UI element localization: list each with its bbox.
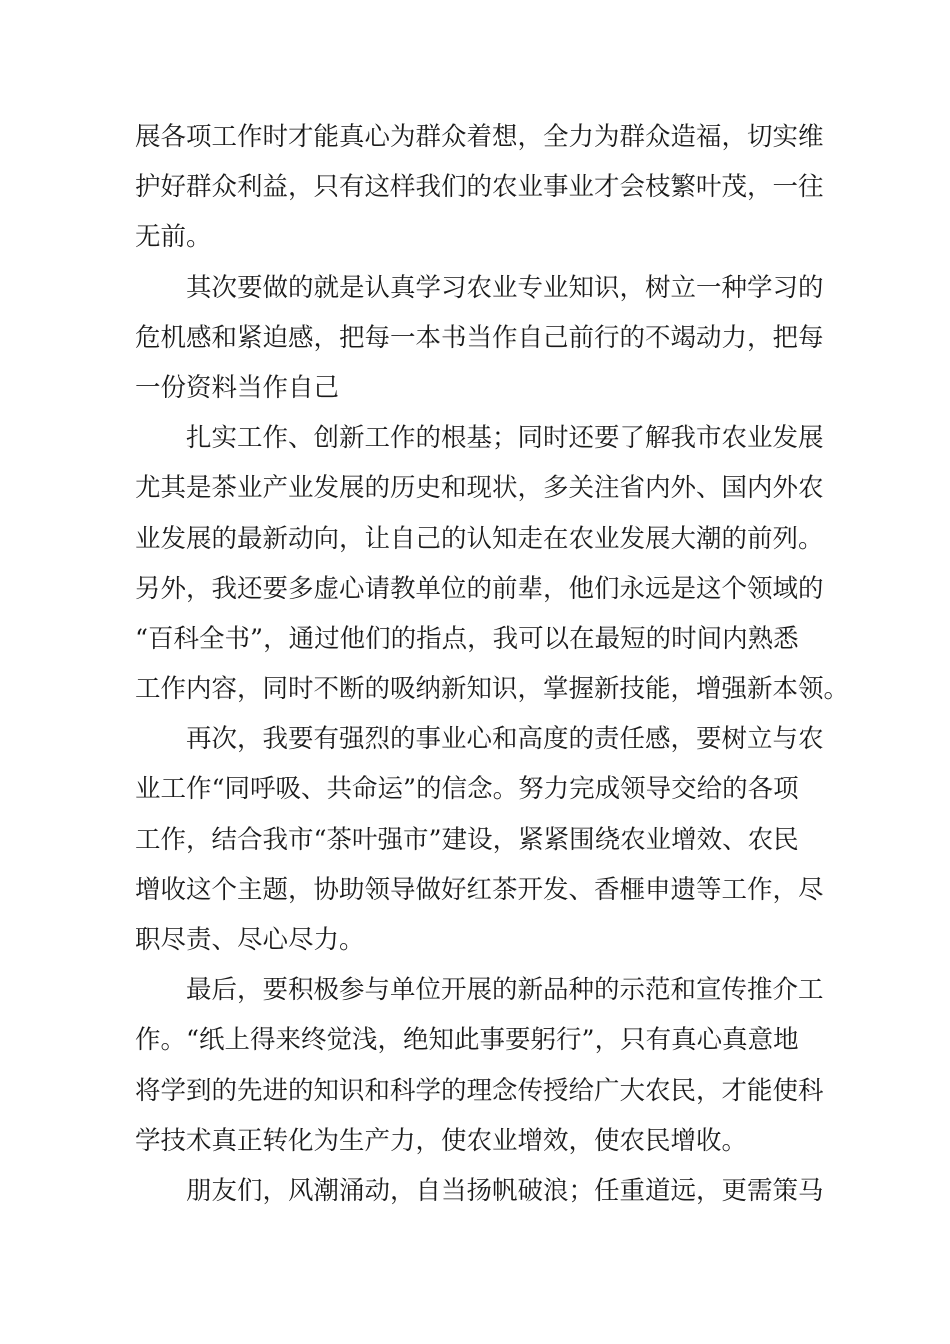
paragraph-first-line: 其次要做的就是认真学习农业专业知识，树立一种学习的 (186, 272, 824, 303)
text-line: 增收这个主题，协助领导做好红茶开发、香榧申遗等工作，尽 (135, 874, 824, 905)
text-line: 将学到的先进的知识和科学的理念传授给广大农民，才能使科 (135, 1075, 824, 1106)
text-line: 护好群众利益，只有这样我们的农业事业才会枝繁叶茂，一往 (135, 172, 824, 203)
text-line: 业工作“同呼吸、共命运”的信念。努力完成领导交给的各项 (135, 774, 799, 805)
text-line: 一份资料当作自己 (135, 372, 340, 403)
text-line: 危机感和紧迫感，把每一本书当作自己前行的不竭动力，把每 (135, 322, 824, 353)
paragraph-first-line: 朋友们，风潮涌动，自当扬帆破浪；任重道远，更需策马 (186, 1175, 824, 1206)
text-line: 作。“纸上得来终觉浅，绝知此事要躬行”，只有真心真意地 (135, 1025, 799, 1056)
paragraph-first-line: 再次，我要有强烈的事业心和高度的责任感，要树立与农 (186, 724, 824, 755)
text-line: 职尽责、尽心尽力。 (135, 925, 365, 955)
text-line: 工作，结合我市“茶叶强市”建设，紧紧围绕农业增效、农民 (135, 824, 799, 855)
text-line: 业发展的最新动向，让自己的认知走在农业发展大潮的前列。 (135, 523, 824, 554)
paragraph-first-line: 扎实工作、创新工作的根基；同时还要了解我市农业发展 (186, 423, 824, 454)
text-line: 无前。 (135, 222, 212, 253)
text-line: 尤其是茶业产业发展的历史和现状，多关注省内外、国内外农 (135, 473, 824, 504)
text-line: 学技术真正转化为生产力，使农业增效，使农民增收。 (135, 1125, 748, 1156)
text-line: 展各项工作时才能真心为群众着想，全力为群众造福，切实维 (135, 122, 824, 152)
text-line: “百科全书”，通过他们的指点，我可以在最短的时间内熟悉 (135, 623, 799, 654)
text-line: 另外，我还要多虚心请教单位的前辈，他们永远是这个领域的 (135, 573, 824, 604)
text-line: 工作内容，同时不断的吸纳新知识，掌握新技能，增强新本领。 (135, 674, 850, 705)
document-body (135, 112, 850, 1216)
paragraph-first-line: 最后，要积极参与单位开展的新品种的示范和宣传推介工 (186, 975, 824, 1006)
